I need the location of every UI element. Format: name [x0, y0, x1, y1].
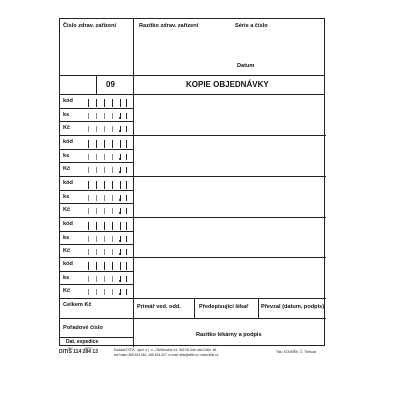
row-line: [60, 149, 133, 150]
digit-tick: [126, 276, 127, 282]
digit-tick: [126, 222, 127, 230]
order-number-label: Pořadové číslo: [63, 325, 103, 331]
digit-tick: [112, 249, 113, 255]
series-label: Série a číslo: [235, 23, 268, 29]
digit-tick: [88, 167, 89, 173]
digit-tick: [112, 289, 113, 295]
digit-tick: [96, 289, 97, 295]
printer-credit: Tisk: KOVAŘÍK, Č. Třebová: [276, 350, 317, 354]
digit-tick: [104, 154, 105, 160]
decimal-point: [119, 158, 121, 160]
digit-tick: [120, 140, 121, 148]
title-top-line: [60, 75, 324, 76]
bottom-divider-2: [258, 298, 259, 318]
row-line: [60, 231, 133, 232]
item-5-price-label: Kč: [63, 288, 71, 295]
digit-tick: [88, 99, 89, 107]
row-line: [60, 190, 133, 191]
digit-tick: [104, 181, 105, 189]
row-line: [60, 244, 133, 245]
digit-tick: [126, 99, 127, 107]
digit-tick: [126, 236, 127, 242]
total-price-label: Celkem Kč: [63, 302, 92, 308]
month-label: měsíc: [84, 346, 93, 350]
digit-tick: [112, 113, 113, 119]
digit-tick: [88, 208, 89, 214]
digit-tick: [96, 181, 97, 189]
item-3-code-label: kód: [63, 180, 73, 186]
item-4-price-label: Kč: [63, 248, 71, 255]
block-separator: [60, 217, 326, 218]
row-line: [60, 108, 133, 109]
digit-tick: [96, 276, 97, 282]
digit-tick: [104, 249, 105, 255]
date-label: Datum: [237, 63, 255, 69]
digit-tick: [126, 126, 127, 132]
item-1-quantity-label: ks: [63, 111, 70, 118]
digit-tick: [96, 249, 97, 255]
digit-tick: [88, 126, 89, 132]
digit-tick: [112, 195, 113, 201]
digit-tick: [96, 113, 97, 119]
bottom-divider-1: [194, 298, 195, 318]
item-2-price-label: Kč: [63, 166, 71, 173]
digit-tick: [112, 167, 113, 173]
decimal-point: [119, 199, 121, 201]
row-line: [60, 121, 133, 122]
prescribing-doctor-label: Předepisující lékař: [199, 304, 249, 310]
digit-tick: [104, 167, 105, 173]
digit-tick: [88, 222, 89, 230]
row-line: [60, 162, 133, 163]
item-3-price-label: Kč: [63, 207, 71, 214]
decimal-point: [119, 280, 121, 282]
facility-number-label: Číslo zdrav. zařízení: [63, 23, 117, 29]
received-head-label: Primář ved. odd.: [137, 304, 181, 310]
item-1-code-label: kód: [63, 98, 73, 104]
title-bottom-line: [60, 94, 324, 95]
digit-tick: [96, 99, 97, 107]
digit-tick: [112, 181, 113, 189]
digit-tick: [104, 222, 105, 230]
digit-tick: [88, 236, 89, 242]
digit-tick: [126, 167, 127, 173]
row-line: [60, 284, 133, 285]
item-3-quantity-label: ks: [63, 193, 70, 200]
publisher-line-1: Dodává DITIS - spol. s r. o., Okřichovice 24, 562 06 Ústí nad Orlicí, tel.: [114, 348, 218, 352]
form-number: 09: [106, 80, 115, 89]
digit-tick: [88, 249, 89, 255]
publisher-line-2: fax+zázn.465 524 661, 465 524 027, e-mail: ditis@ditis.cz, www.ditis.cz: [114, 353, 219, 357]
digit-tick: [112, 262, 113, 270]
digit-tick: [120, 99, 121, 107]
digit-tick: [112, 154, 113, 160]
digit-tick: [120, 222, 121, 230]
digit-tick: [104, 276, 105, 282]
digit-tick: [96, 126, 97, 132]
row-line: [60, 203, 133, 204]
header-divider: [133, 19, 134, 75]
dispatch-date-label: Dat. expedice: [66, 339, 99, 345]
digit-tick: [112, 140, 113, 148]
block-separator: [60, 176, 326, 177]
digit-tick: [120, 181, 121, 189]
digit-tick: [120, 262, 121, 270]
item-2-quantity-label: ks: [63, 152, 70, 159]
digit-tick: [96, 262, 97, 270]
digit-tick: [96, 140, 97, 148]
decimal-point: [119, 240, 121, 242]
digit-tick: [126, 289, 127, 295]
digit-tick: [104, 140, 105, 148]
item-5-quantity-label: ks: [63, 274, 70, 281]
pharmacy-stamp-label: Razítko lékárny a podpis: [196, 332, 262, 338]
handover-label: Převzal (datum, podpis): [261, 304, 325, 310]
column-divider: [133, 75, 134, 347]
digit-tick: [104, 99, 105, 107]
digit-tick: [88, 276, 89, 282]
digit-tick: [88, 181, 89, 189]
digit-tick: [126, 154, 127, 160]
digit-tick: [112, 208, 113, 214]
order-number-line: [60, 337, 133, 338]
digit-tick: [88, 140, 89, 148]
digit-tick: [126, 140, 127, 148]
item-2-code-label: kód: [63, 139, 73, 145]
digit-tick: [112, 276, 113, 282]
digit-tick: [126, 208, 127, 214]
digit-tick: [112, 126, 113, 132]
decimal-point: [119, 117, 121, 119]
title-left-divider: [96, 75, 97, 94]
digit-tick: [96, 236, 97, 242]
item-1-price-label: Kč: [63, 125, 71, 132]
digit-tick: [96, 154, 97, 160]
digit-tick: [88, 154, 89, 160]
item-5-code-label: kód: [63, 261, 73, 267]
digit-tick: [96, 167, 97, 173]
total-price-line: [60, 318, 133, 319]
item-4-code-label: kód: [63, 221, 73, 227]
stamp-label: Razítko zdrav. zařízení: [139, 23, 199, 29]
row-line: [60, 271, 133, 272]
digit-tick: [112, 236, 113, 242]
digit-tick: [126, 181, 127, 189]
digit-tick: [126, 262, 127, 270]
digit-tick: [104, 195, 105, 201]
digit-tick: [112, 222, 113, 230]
digit-tick: [96, 208, 97, 214]
digit-tick: [104, 289, 105, 295]
digit-tick: [126, 113, 127, 119]
digit-tick: [104, 236, 105, 242]
digit-tick: [96, 222, 97, 230]
bottom-right-line: [133, 318, 326, 319]
digit-tick: [104, 208, 105, 214]
digit-tick: [88, 195, 89, 201]
digit-tick: [112, 99, 113, 107]
digit-tick: [104, 113, 105, 119]
digit-tick: [126, 249, 127, 255]
block-separator: [60, 257, 326, 258]
digit-tick: [104, 126, 105, 132]
form-title: KOPIE OBJEDNÁVKY: [186, 80, 269, 89]
block-separator: [60, 135, 326, 136]
digit-tick: [104, 262, 105, 270]
item-4-quantity-label: ks: [63, 234, 70, 241]
catalog-code: DITIS 114 284 13: [59, 349, 98, 355]
digit-tick: [88, 289, 89, 295]
block-separator: [60, 298, 326, 299]
digit-tick: [96, 195, 97, 201]
day-label: den: [68, 346, 74, 350]
digit-tick: [88, 113, 89, 119]
digit-tick: [88, 262, 89, 270]
digit-tick: [126, 195, 127, 201]
